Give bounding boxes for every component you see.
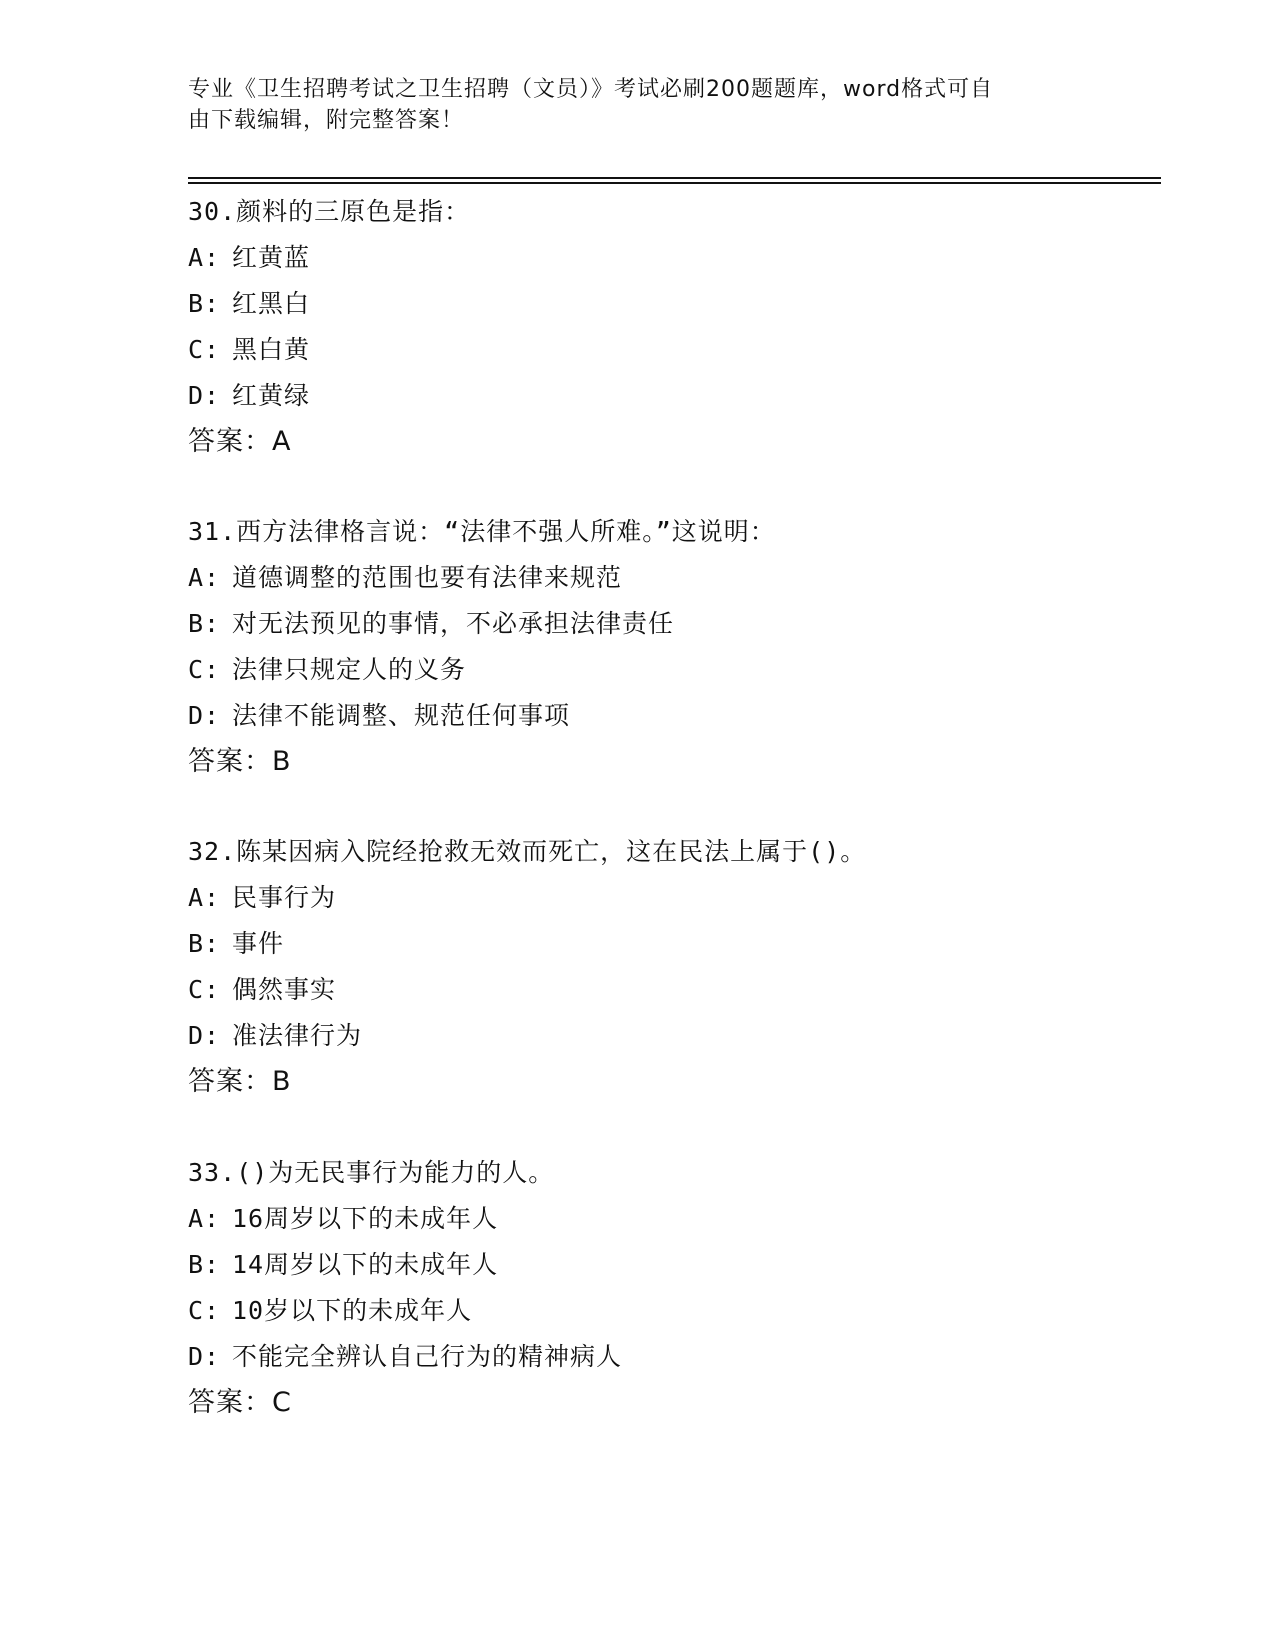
header-line-1: 专业《卫生招聘考试之卫生招聘（文员）》考试必刷200题题库，word格式可自 [188,77,994,102]
option-key: B: [188,289,221,318]
option-text: 10岁以下的未成年人 [232,1296,473,1325]
option-key: C: [188,655,221,684]
option-text: 事件 [232,929,285,958]
option-key: D: [188,1342,221,1371]
option-text: 道德调整的范围也要有法律来规范 [232,563,623,592]
option-d [188,1334,1168,1380]
option-b [188,281,1168,327]
answer-label: 答案：B [188,746,292,777]
option-a [188,235,1168,281]
option-key: A: [188,1204,221,1233]
option-c [188,327,1168,373]
question-30 [188,189,1168,465]
option-key: A: [188,243,221,272]
option-text: 法律不能调整、规范任何事项 [232,701,571,730]
question-32 [188,829,1168,1105]
option-key: C: [188,975,221,1004]
header-divider-bottom [188,182,1161,184]
answer-label: 答案：C [188,1387,292,1418]
option-text: 黑白黄 [232,335,311,364]
option-text: 对无法预见的事情，不必承担法律责任 [232,609,675,638]
question-stem: 31.西方法律格言说：“法律不强人所难。”这说明： [188,517,776,546]
option-key: A: [188,563,221,592]
option-a [188,875,1168,921]
option-text: 不能完全辨认自己行为的精神病人 [232,1342,623,1371]
option-text: 法律只规定人的义务 [232,655,467,684]
option-key: B: [188,929,221,958]
option-b [188,601,1168,647]
option-text: 红黑白 [232,289,311,318]
answer-label: 答案：B [188,1066,292,1097]
option-a [188,555,1168,601]
option-key: C: [188,335,221,364]
option-d [188,693,1168,739]
answer-label: 答案：A [188,426,292,457]
option-text: 民事行为 [232,883,337,912]
header-line-2: 由下载编辑，附完整答案！ [188,108,465,133]
option-key: D: [188,701,221,730]
option-c [188,1288,1168,1334]
option-key: D: [188,1021,221,1050]
option-b [188,921,1168,967]
header-divider-top [188,177,1161,179]
option-d [188,373,1168,419]
option-c [188,647,1168,693]
option-text: 红黄绿 [232,381,311,410]
question-stem: 32.陈某因病入院经抢救无效而死亡，这在民法上属于()。 [188,837,867,866]
option-c [188,967,1168,1013]
question-31 [188,509,1168,785]
option-text: 偶然事实 [232,975,337,1004]
question-stem: 33.()为无民事行为能力的人。 [188,1158,555,1187]
option-text: 红黄蓝 [232,243,311,272]
option-a [188,1196,1168,1242]
option-key: D: [188,381,221,410]
document-header [188,74,1068,136]
option-d [188,1013,1168,1059]
question-stem: 30.颜料的三原色是指： [188,197,471,226]
option-b [188,1242,1168,1288]
option-text: 16周岁以下的未成年人 [232,1204,499,1233]
option-text: 14周岁以下的未成年人 [232,1250,499,1279]
option-text: 准法律行为 [232,1021,363,1050]
option-key: C: [188,1296,221,1325]
option-key: A: [188,883,221,912]
option-key: B: [188,1250,221,1279]
option-key: B: [188,609,221,638]
question-33 [188,1150,1168,1426]
